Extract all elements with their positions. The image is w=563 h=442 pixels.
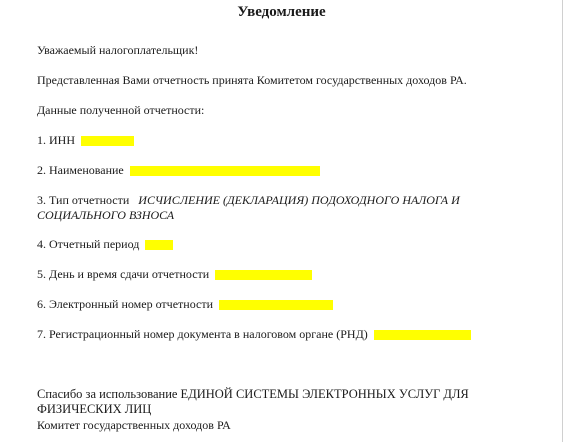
item-inn-label: 1. ИНН	[37, 133, 75, 147]
item-electronic-number	[37, 297, 333, 311]
report-type-value-line1: ИСЧИСЛЕНИЕ (ДЕКЛАРАЦИЯ) ПОДОХОДНОГО НАЛОГА И	[138, 193, 460, 207]
item-submission-date	[37, 267, 312, 281]
item-period-label: 4. Отчетный период	[37, 237, 140, 251]
rnd-value-redacted	[374, 330, 471, 340]
name-value-redacted	[130, 166, 320, 176]
report-type-value-line2: СОЦИАЛЬНОГО ВЗНОСА	[37, 208, 175, 222]
item-name	[37, 163, 320, 177]
item-rnd-label: 7. Регистрационный номер документа в налоговом органе (РНД)	[37, 327, 368, 341]
greeting-text: Уважаемый налогоплательщик!	[37, 43, 199, 57]
item-submission-date-label: 5. День и время сдачи отчетности	[37, 267, 210, 281]
data-header-text: Данные полученной отчетности:	[37, 103, 205, 117]
item-report-type	[37, 193, 460, 207]
footer-thanks-line2: ФИЗИЧЕСКИХ ЛИЦ	[37, 402, 152, 416]
electronic-number-value-redacted	[219, 300, 333, 310]
inn-value-redacted	[81, 136, 134, 146]
item-name-label: 2. Наименование	[37, 163, 124, 177]
item-rnd	[37, 327, 471, 341]
item-report-type-label: 3. Тип отчетности	[37, 193, 130, 207]
item-inn	[37, 133, 134, 147]
accepted-text: Представленная Вами отчетность принята Комитетом государственных доходов РА.	[37, 73, 467, 87]
submission-date-value-redacted	[215, 270, 312, 280]
footer-committee: Комитет государственных доходов РА	[37, 418, 231, 432]
item-period	[37, 237, 173, 251]
footer-thanks-line1: Спасибо за использование ЕДИНОЙ СИСТЕМЫ ЭЛЕКТРОННЫХ УСЛУГ ДЛЯ	[37, 387, 469, 401]
period-value-redacted	[145, 240, 173, 250]
document-title: Уведомление	[237, 4, 326, 20]
item-electronic-number-label: 6. Электронный номер отчетности	[37, 297, 213, 311]
